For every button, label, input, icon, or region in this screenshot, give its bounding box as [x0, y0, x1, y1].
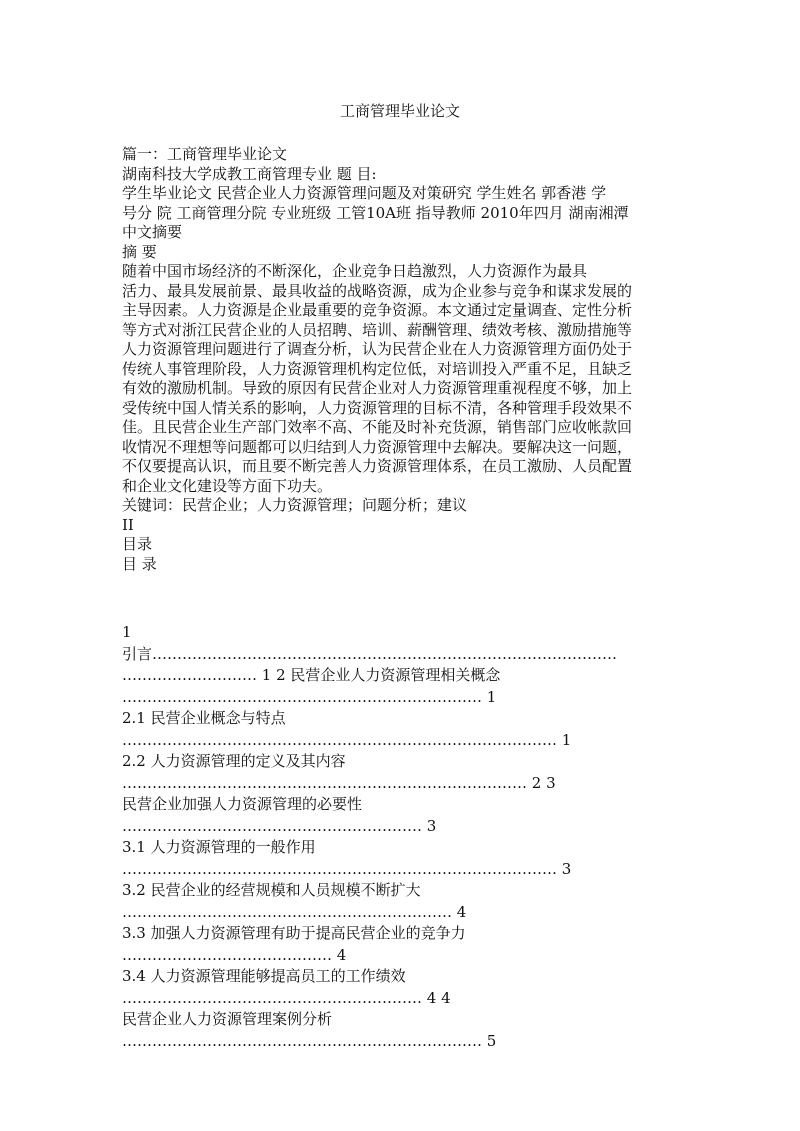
toc-line: ………………………………………………………… 4	[122, 902, 467, 921]
header-line: 湖南科技大学成教工商管理专业 题 目:	[122, 164, 377, 183]
document-body	[122, 145, 682, 574]
toc-line: …………………………………………………………………………… 1	[122, 730, 572, 749]
header-line: 中文摘要	[122, 223, 183, 241]
toc-line: …………………………………… 4	[122, 945, 347, 964]
document-title: 工商管理毕业论文	[339, 102, 460, 120]
abstract-line: 活力、最具发展前景、最具收益的战略资源，成为企业参与竞争和谋求发展的	[122, 281, 633, 300]
abstract-line: 等方式对浙江民营企业的人员招聘、培训、薪酬管理、绩效考核、激励措施等	[122, 320, 633, 339]
abstract-line: 受传统中国人情关系的影响，人力资源管理的目标不清，各种管理手段效果不	[122, 398, 633, 417]
abstract-line: 收情况不理想等问题都可以归结到人力资源管理中去解决。要解决这一问题，	[122, 437, 633, 456]
abstract-line: 佳。且民营企业生产部门效率不高、不能及时补充货源，销售部门应收帐款回	[122, 418, 633, 436]
toc-line: 民营企业人力资源管理案例分析	[122, 1010, 333, 1028]
toc-line: ……………………………………………………………………… 2 3	[122, 773, 556, 792]
toc-line: ……………………………………………………………… 1	[122, 687, 497, 706]
toc-line: 民营企业加强人力资源管理的必要性	[122, 795, 363, 813]
toc-line: ……………………… 1 2 民营企业人力资源管理相关概念	[122, 666, 501, 684]
abstract-line: 有效的激励机制。导致的原因有民营企业对人力资源管理重视程度不够，加上	[122, 379, 633, 397]
toc-line: 3.2 民营企业的经营规模和人员规模不断扩大	[122, 881, 421, 899]
toc-line: …………………………………………………… 3	[122, 816, 437, 835]
abstract-heading: 摘 要	[122, 242, 157, 261]
keywords: 关键词：民营企业；人力资源管理；问题分析；建议	[122, 496, 468, 514]
roman-page-number: II	[122, 515, 134, 534]
abstract-line: 不仅要提高认识，而且要不断完善人力资源管理体系，在员工激励、人员配置	[122, 457, 633, 475]
abstract-line: 传统人事管理阶段，人力资源管理机构定位低，对培训投入严重不足，且缺乏	[122, 359, 633, 378]
toc-line: 引言…………………………………………………………………………………	[122, 644, 618, 663]
toc-line: ……………………………………………………………… 5	[122, 1031, 497, 1050]
toc-line: 2.1 民营企业概念与特点	[122, 709, 286, 727]
header-line: 篇一：工商管理毕业论文	[122, 145, 288, 163]
toc-line: 3.4 人力资源管理能够提高员工的工作绩效	[122, 967, 406, 985]
abstract-line: 主导因素。人力资源是企业最重要的竞争资源。本文通过定量调查、定性分析	[122, 301, 633, 319]
table-of-contents	[122, 622, 682, 1052]
toc-heading: 目录	[122, 535, 153, 553]
header-line: 号分 院 工商管理分院 专业班级 工管10A班 指导教师 2010年四月 湖南湘潭	[122, 203, 629, 222]
header-line: 学生毕业论文 民营企业人力资源管理问题及对策研究 学生姓名 郭香港 学	[122, 184, 607, 202]
toc-line: 3.1 人力资源管理的一般作用	[122, 838, 316, 856]
toc-line: 1	[122, 623, 132, 641]
abstract-line: 人力资源管理问题进行了调查分析，认为民营企业在人力资源管理方面仍处于	[122, 340, 633, 358]
toc-heading: 目 录	[122, 554, 157, 573]
toc-line: …………………………………………………………………………… 3	[122, 859, 572, 878]
toc-line: …………………………………………………… 4 4	[122, 988, 451, 1007]
toc-line: 2.2 人力资源管理的定义及其内容	[122, 752, 346, 770]
abstract-line: 和企业文化建设等方面下功夫。	[122, 476, 333, 495]
abstract-line: 随着中国市场经济的不断深化，企业竞争日趋激烈，人力资源作为最具	[122, 262, 588, 280]
toc-line: 3.3 加强人力资源管理有助于提高民营企业的竞争力	[122, 924, 466, 942]
